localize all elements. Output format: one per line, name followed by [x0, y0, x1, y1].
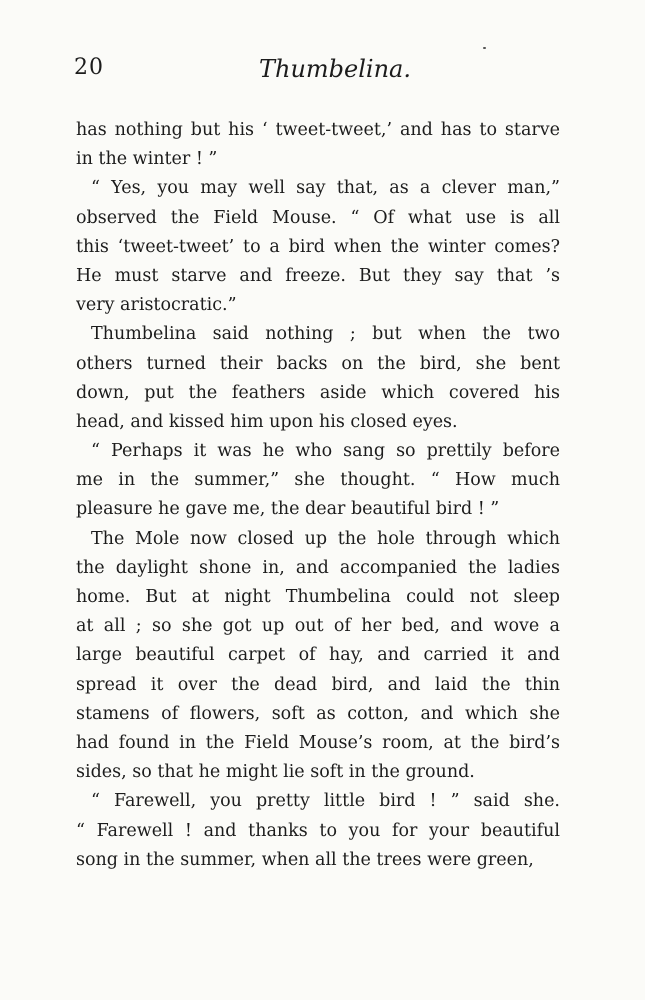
running-title: Thumbelina.	[259, 55, 411, 83]
text-line: others turned their backs on the bird, she bent	[76, 353, 560, 374]
text-line: large beautiful carpet of hay, and carried it and	[76, 645, 560, 666]
text-line: the daylight shone in, and accompanied the ladies	[76, 557, 560, 578]
text-line: Thumbelina said nothing ; but when the two	[91, 324, 560, 345]
text-line: in the winter ! ”	[76, 149, 218, 170]
page-number: 20	[74, 55, 104, 80]
text-line: very aristocratic.”	[76, 295, 237, 316]
text-line: home. But at night Thumbelina could not sleep	[76, 587, 560, 607]
print-speck	[483, 47, 486, 49]
paragraph	[76, 320, 560, 437]
text-line: stamens of flowers, soft as cotton, and which she	[76, 703, 560, 724]
text-line: “ Farewell, you pretty little bird ! ” said she.	[91, 791, 560, 812]
text-line: He must starve and freeze. But they say that ’s	[76, 265, 560, 286]
text-line: “ Farewell ! and thanks to you for your beautiful	[76, 820, 560, 841]
page-header	[74, 55, 564, 95]
text-line: at all ; so she got up out of her bed, and wove a	[76, 616, 560, 637]
text-line: had found in the Field Mouse’s room, at the bird’s	[76, 732, 560, 753]
paragraph	[76, 525, 560, 788]
text-line: me in the summer,” she thought. “ How much	[76, 470, 560, 491]
text-line: song in the summer, when all the trees were green,	[76, 849, 534, 870]
text-line: sides, so that he might lie soft in the ground.	[76, 762, 475, 783]
text-line: down, put the feathers aside which covered his	[76, 382, 560, 403]
paragraph	[76, 787, 560, 875]
text-line: head, and kissed him upon his closed eyes.	[76, 411, 458, 432]
text-line: “ Perhaps it was he who sang so prettily before	[91, 441, 560, 462]
body-text	[76, 116, 560, 875]
text-line: this ‘tweet-tweet’ to a bird when the winter comes?	[76, 236, 560, 257]
text-line: observed the Field Mouse. “ Of what use is all	[76, 207, 560, 228]
text-line: The Mole now closed up the hole through which	[91, 528, 560, 549]
text-line: pleasure he gave me, the dear beautiful bird ! ”	[76, 499, 500, 520]
paragraph	[76, 437, 560, 525]
text-line: spread it over the dead bird, and laid the thin	[76, 674, 560, 695]
text-line: has nothing but his ‘ tweet-tweet,’ and has to starve	[76, 120, 560, 140]
paragraph	[76, 116, 560, 174]
paragraph	[76, 174, 560, 320]
text-line: “ Yes, you may well say that, as a clever man,”	[91, 178, 560, 199]
